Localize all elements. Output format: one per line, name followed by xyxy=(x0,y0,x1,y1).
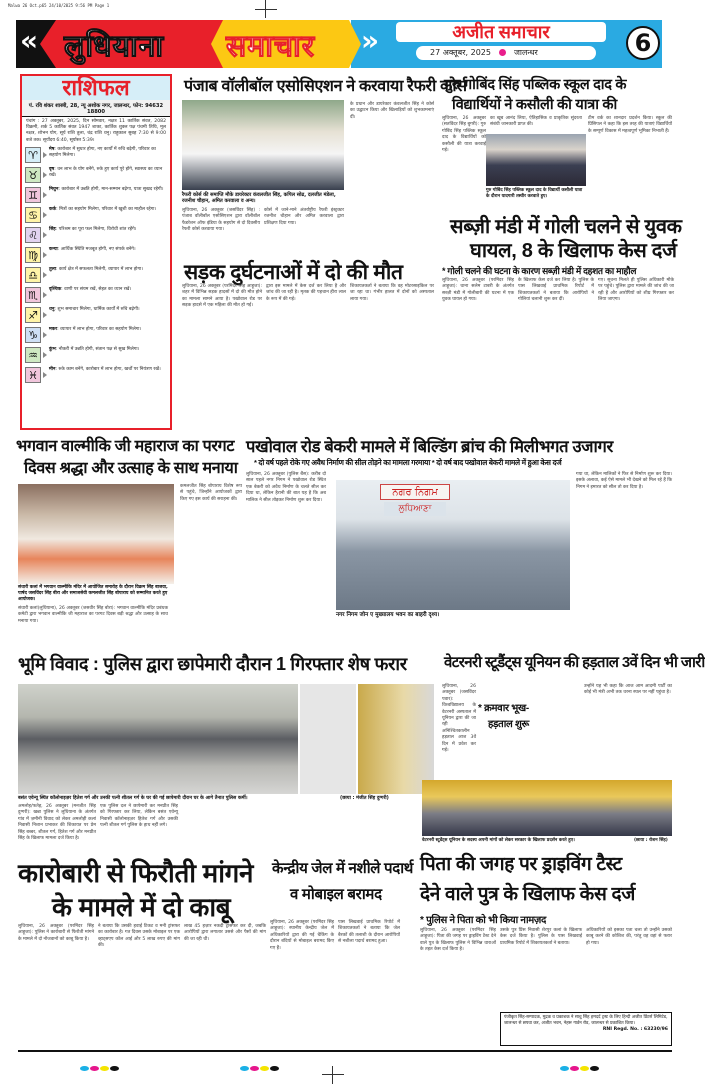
sign-name: वृश्चिक xyxy=(49,286,62,292)
fish-icon: ♓ xyxy=(25,367,41,383)
crop-mark xyxy=(265,0,266,18)
sign-prediction: मीन: रुके काम बनेंगे, कारोबार में लाभ होगा, खर्चों पर नियंत्रण रखें। xyxy=(49,366,161,372)
arrow-right-icon xyxy=(43,232,47,238)
zodiac-sign xyxy=(22,266,170,286)
crop-mark xyxy=(322,1074,344,1075)
sign-prediction: वृश्चिक: वाणी पर संयम रखें, सेहत का ध्यान रखें। xyxy=(49,286,132,292)
body-veterinary: लुधियाना, 26 अक्तूबर (जसविंदर पवार): विश्वविद्यालय के वेटरनरी अस्पताल में यूनियन द्वारा की जा रही अनिश्चितकालीन हड़ताल आज 3वें दिन में प्रवेश कर गई। xyxy=(442,684,476,754)
sign-text: कार्य क्षेत्र में सफलता मिलेगी, व्यापार में लाभ होगा। xyxy=(58,266,143,272)
headline-volleyball: पंजाब वॉलीबॉल एसोसिएशन ने करवाया रैफरी कोर्स xyxy=(184,78,467,95)
sign-prediction: कुंभ: नौकरी में उन्नति होगी, संतान पक्ष से सुख मिलेगा। xyxy=(49,346,140,352)
headline-school-trip: विद्यार्थियों ने कसौली की यात्रा की xyxy=(452,97,617,113)
headline-road-accidents: सड़क दुर्घटनाओं में दो की मौत xyxy=(184,261,403,284)
caption-veterinary: वेटरनरी स्टूडेंट्स यूनियन के सदस्य अपनी मांगों को लेकर सरकार के खिलाफ प्रदर्शन करते हुए। xyxy=(422,838,575,843)
pullquote: हड़ताल शुरू xyxy=(488,719,529,730)
arrow-right-icon xyxy=(43,192,47,198)
sign-prediction: तुला: कार्य क्षेत्र में सफलता मिलेगी, व्यापार में लाभ होगा। xyxy=(49,266,143,272)
date: 27 अक्तूबर, 2025 xyxy=(430,48,491,57)
body-veterinary: उन्होंने यह भी कहा कि आज आम आदमी पार्टी का कोई भी मंत्री अभी तक धरना स्थल पर नहीं पहुंचा है। xyxy=(584,684,672,696)
rni-number: RNI Regd. No. : 63230/96 xyxy=(602,1027,668,1033)
sign-prediction: मिथुन: कारोबार में उन्नति होगी, मान-सम्मान बढ़ेगा, यात्रा सुखद रहेगी। xyxy=(49,186,164,192)
photo-veterinary-protest xyxy=(422,780,672,836)
headline-driving-test: पिता की जगह पर ड्राइविंग टैस्ट xyxy=(420,854,622,875)
body-land-dispute: अमलोह/फतेह, 26 अक्तूबर (मनजीत सिंह दुग्गरी): खन्ना पुलिस ने लुधियाना के अंतर्गत गांव में ज़मीनी विवाद को लेकर अमलोही कलां निवासी निशान प्रभाकर की शिकायत पर प्रेम सिंह बब्बर, शीतल गर्ग, हितेश गर्ग और मनप्रीत सिंह के खिलाफ मामला दर्ज किया है। xyxy=(18,804,96,842)
zodiac-sign xyxy=(22,206,170,226)
arrow-right-icon xyxy=(43,272,47,278)
dot-icon xyxy=(499,49,506,56)
dateline xyxy=(416,46,596,60)
astrologer-line: पं. रवि शंकर शास्त्री, 28, न्यू अशोक नगर, जालन्धर, फोन: 94632 18800 xyxy=(22,100,170,117)
rashifal-box xyxy=(20,74,172,430)
sign-name: मीन xyxy=(49,366,56,372)
headline-veterinary: वेटरनरी स्टूडैंट्स यूनियन की हड़ताल 3वें दिन भी जारी xyxy=(444,654,705,671)
arrow-right-icon xyxy=(43,372,47,378)
caption-land-dispute: बसंत एवेन्यू स्थित कॉलोनाइज़र हितेश गर्ग और उनकी पत्नी शीतल गर्ग के घर की गई छापेमारी दौरान घर के आगे तैनात पुलिस कर्मी। xyxy=(18,796,248,801)
zodiac-sign xyxy=(22,286,170,306)
page-number: 6 xyxy=(626,26,660,60)
body-volleyball: कोर्स में जाने-माने अंतर्राष्ट्रीय रैफरी इंस्ट्रक्टर रजनीश चौहान और अमित करवाला द्वारा प्रशिक्षण दिया गया। xyxy=(264,208,344,226)
sign-list xyxy=(22,146,170,386)
body-school-trip: टीम वर्क का शानदार प्रदर्शन किया। स्कूल की प्रिंसिपल ने कहा कि इस तरह की यात्राएं विद्यार्थियों के सम्पूर्ण विकास में महत्वपूर्ण भूमिका निभाती हैं। xyxy=(588,116,672,134)
body-sabzi-mandi: गए। सूचना मिलते ही पुलिस अधिकारी मौके पर पहुंचे। पुलिस द्वारा मामले की जांच की जा रही है और आरोपियों को शीघ्र गिरफ्तार कर लिया जाएगा। xyxy=(598,278,674,303)
sign-text: रुके काम बनेंगे, कारोबार में लाभ होगा, खर्चों पर नियंत्रण रखें। xyxy=(58,366,161,372)
zodiac-sign xyxy=(22,366,170,386)
sign-text: नौकरी में उन्नति होगी, संतान पक्ष से सुख मिलेगा। xyxy=(58,346,140,352)
body-central-jail: पास लिखवाई प्राथमिक रिपोर्ट में शिकायतकर्ता ने बताया कि जेल बैरकों की तलाशी के दौरान आरोपियों से नशीला पदार्थ बरामद हुआ। xyxy=(338,920,400,945)
sign-prediction: मकर: व्यापार में लाभ होगा, परिवार का सहयोग मिलेगा। xyxy=(49,326,142,332)
sign-text: मित्रों का सहयोग मिलेगा, परिवार में खुशी का माहौल रहेगा। xyxy=(59,206,157,212)
sign-name: धनु xyxy=(49,306,55,312)
arrow-right-icon xyxy=(43,292,47,298)
city: जालन्धर xyxy=(513,48,538,57)
sign-prediction: कर्क: मित्रों का सहयोग मिलेगा, परिवार में खुशी का माहौल रहेगा। xyxy=(49,206,157,212)
headline-bakery: पखोवाल रोड बेकरी मामले में बिल्डिंग ब्रांच की मिलीभगत उजागर xyxy=(246,438,613,456)
sign-text: शुभ समाचार मिलेगा, धार्मिक कार्यों में रुचि बढ़ेगी। xyxy=(57,306,140,312)
sign-name: वृष xyxy=(49,166,55,172)
sign-text: कारोबार में उन्नति होगी, मान-सम्मान बढ़ेगा, यात्रा सुखद रहेगी। xyxy=(61,186,164,192)
body-sabzi-mandi: के खिलाफ केस दर्ज कर लिया है। पुलिस के पास लिखवाई प्राथमिक रिपोर्ट में शिकायतकर्ता ने बताया कि आरोपियों ने गोलियां चलानी शुरू कर दीं। xyxy=(518,278,594,303)
sign-text: धन लाभ के योग बनेंगे, रुके हुए कार्य पूरे होंगे, स्वास्थ्य का ध्यान रखें। xyxy=(49,166,163,179)
body-school-trip: का खूब आनंद लिया, ऐतिहासिक व प्राकृतिक सुंदरता संबंधी जानकारी प्राप्त की। xyxy=(490,116,582,128)
arrow-right-icon xyxy=(43,252,47,258)
body-extortion: ने बताया कि उसकी हवाई टिकट व मनी ट्रांसफर का कारोबार है। गत दिवस उसके मोबाइल पर एक व्हाट्सएप कॉल आई और 5 लाख रुपए की मांग की। xyxy=(98,924,180,949)
pullquote: * क्रमवार भूख- xyxy=(478,703,529,714)
headline-valmiki: दिवस श्रद्धा और उत्साह के साथ मनाया xyxy=(24,460,238,477)
zodiac-sign xyxy=(22,246,170,266)
arrow-right-icon xyxy=(43,312,47,318)
body-central-jail: लुधियाना, 26 अक्तूबर (परमिंदर सिंह आहूजा): स्थानीय केन्द्रीय जेल में अधिकारियों द्वारा की गई चैकिंग के दौरान बंदियों से मोबाइल बरामद किए गए हैं। xyxy=(270,920,334,951)
body-land-dispute: एक पुलिस दल ने छापेमारी कर मनप्रीत सिंह को गिरफ्तार कर लिया, लेकिन बसंत एवेन्यू निवासी कॉलोनाइज़र हितेश गर्ग और उसकी पत्नी शीतल गर्ग पुलिस के हाथ नहीं लगे। xyxy=(100,804,178,829)
color-registration-bar xyxy=(80,1056,130,1061)
caption-school-trip: गुरु गोबिंद सिंह पब्लिक स्कूल दाद के विद्यार्थी कसौली यात्रा के दौरान यादगारी तस्वीर करवाते हुए। xyxy=(486,188,583,199)
body-road-accidents: शिकायतकर्ता ने बताया कि वह मोटरसाइकिल पर जा रहा था। गंभीर हालत में दोनों को अस्पताल लाया गया। xyxy=(350,284,434,302)
color-registration-bar xyxy=(560,1056,610,1061)
building-sign: ਲੁਧਿਆਣਾ xyxy=(384,502,446,516)
headline-extortion: कारोबारी से फिरौती मांगने xyxy=(18,858,254,888)
subhead-bakery: * दो वर्ष पहले रोके गए अवैध निर्माण की सील तोड़ने का मामला गरमाया * दो वर्ष बाद पखोवाल बेकरी मामले में हुआ केस दर्ज xyxy=(254,458,562,467)
sign-text: आर्थिक स्थिति मजबूत होगी, नए संपर्क बनेंगे। xyxy=(60,246,136,252)
body-driving-test: उसके पुत्र प्रिंस निवासी शेरपुर कलां के खिलाफ केस दर्ज किया है। पुलिस के पास लिखवाई प्राथमिक रिपोर्ट में शिकायतकर्ता ने बताया। xyxy=(500,928,582,946)
arrow-right-icon xyxy=(43,152,47,158)
arrow-right-icon xyxy=(43,172,47,178)
lion-icon: ♌ xyxy=(25,227,41,243)
sign-prediction: कन्या: आर्थिक स्थिति मजबूत होगी, नए संपर्क बनेंगे। xyxy=(49,246,136,252)
headline-extortion: के मामले में दो काबू xyxy=(52,892,231,922)
zodiac-sign xyxy=(22,226,170,246)
double-chevron-right-icon: » xyxy=(361,24,380,57)
headline-sabzi-mandi: घायल, 8 के खिलाफ केस दर्ज xyxy=(470,240,677,262)
section-title: लुधियाना xyxy=(64,30,165,63)
body-valmiki: संधारी कलां(लुधियाना), 26 अक्तूबर (जसवीर सिंह बोरा): भगवान वाल्मीकि मंदिर प्रबंधक कमेटी द्वारा भगवान वाल्मीकि जी महाराज का परगट दिवस बड़ी श्रद्धा और उत्साह के साथ मनाया गया। xyxy=(18,606,168,624)
sign-name: मेष xyxy=(49,146,55,152)
twins-icon: ♊ xyxy=(25,187,41,203)
subhead-driving-test: * पुलिस ने पिता को भी किया नामज़द xyxy=(420,915,547,926)
photo-gate-2 xyxy=(358,684,434,794)
photo-credit: (छाया : मंजीत सिंह दुग्गरी) xyxy=(340,796,389,801)
headline-school-trip: गुरु गोबिंद सिंह पब्लिक स्कूल दाद के xyxy=(444,77,627,93)
caption-volleyball: रैफरी कोर्स की समाप्ति मौके डायरेक्टर कंवलजीत सिंह, कपिल सोढ, दलजीत मंडेला, रजनीश चौहान, अमित करवाला व अन्य। xyxy=(182,192,336,205)
zodiac-sign xyxy=(22,306,170,326)
building-sign: ਨਗਰ ਨਿਗਮ xyxy=(380,484,450,500)
headline-land-dispute: भूमि विवाद : पुलिस द्वारा छापेमारी दौरान 1 गिरफ्तार शेष फरार xyxy=(18,654,407,674)
sign-text: वाणी पर संयम रखें, सेहत का ध्यान रखें। xyxy=(64,286,132,292)
body-bakery: गया था, लेकिन मालिकों ने फिर से निर्माण शुरू कर दिया। इसके अलावा, कई ऐसे मामले भी देखने को मिल रहे हैं कि निगम ने इमारत को सील तो कर दिया है। xyxy=(576,472,672,490)
body-driving-test: लुधियाना, 26 अक्तूबर (परमिंदर सिंह आहूजा): पिता की जगह पर ड्राइविंग टैस्ट देने वाले पुत्र के खिलाफ पुलिस ने विभिन्न धाराओं के तहत केस दर्ज किया है। xyxy=(420,928,496,953)
headline-valmiki: भगवान वाल्मीकि जी महाराज का परगट xyxy=(16,438,235,455)
sign-text: कारोबार में सुधार होगा, नए कार्यों में रुचि बढ़ेगी, परिवार का सहयोग मिलेगा। xyxy=(49,146,156,159)
color-registration-bar xyxy=(240,1056,290,1061)
virgo-icon: ♍ xyxy=(25,247,41,263)
sign-name: कुंभ xyxy=(49,346,56,352)
scorpion-icon: ♏ xyxy=(25,287,41,303)
sign-name: सिंह xyxy=(49,226,56,232)
sign-text: व्यापार में लाभ होगा, परिवार का सहयोग मिलेगा। xyxy=(60,326,142,332)
imprint-box xyxy=(500,1012,672,1046)
body-volleyball: लुधियाना, 26 अक्तूबर (जसविंदर सिंह) : पंजाब वॉलीबॉल एसोसिएशन द्वारा वॉलीबॉल फैडरेशन ऑफ इंडिया के सहयोग से दो दिवसीय रैफरी कोर्स करवाया गया। xyxy=(182,208,260,233)
body-school-trip: लुधियाना, 26 अक्तूबर (सतविंदर सिंह बुगरी): गुरु गोबिंद सिंह पब्लिक स्कूल दाद के विद्यार्थियों को कसौली की यात्रा करवाई गई। xyxy=(442,116,486,154)
arrow-right-icon xyxy=(43,352,47,358)
caption-valmiki: संधारी कलां में भगवान वाल्मीकि मंदिर में आयोजित समारोह के दौरान विक्रम सिंह बाजवा, पार्षद जसविंदर सिंह बीरा और समाजसेवी कमलजीत सिंह बोपाराय को सम्मानित करते हुए आयोजक। xyxy=(18,585,168,602)
body-driving-test: अधिकारियों को इसका पता चला तो उन्होंने उसको काबू करने की कोशिश की, परंतु वह वहां से फरार हो गया। xyxy=(586,928,672,946)
waterbearer-icon: ♒ xyxy=(25,347,41,363)
double-chevron-left-icon: « xyxy=(20,24,39,57)
zodiac-sign xyxy=(22,186,170,206)
rashifal-title: राशिफल xyxy=(22,76,170,100)
section-title-2: समाचार xyxy=(226,30,316,63)
archer-icon: ♐ xyxy=(25,307,41,323)
body-bakery: लुधियाना, 26 अक्तूबर (पुलिस बैंस): करीब दो साल पहले नगर निगम ने पखोवाल रोड स्थित एक बेकरी को अवैध निर्माण के चलते सील कर दिया था, लेकिन हैरानी की बात यह है कि अब मालिक ने सील तोड़कर निर्माण शुरू कर दिया। xyxy=(246,472,326,503)
zodiac-sign xyxy=(22,166,170,186)
photo-school-trip xyxy=(486,134,586,186)
print-slug: Malwa 26 Oct.p65 24/10/2025 9:56 PM Page 1 xyxy=(8,3,110,8)
sign-name: कन्या xyxy=(49,246,58,252)
photo-valmiki-event xyxy=(18,484,174,584)
bull-icon: ♉ xyxy=(25,167,41,183)
arrow-right-icon xyxy=(43,332,47,338)
headline-sabzi-mandi: सब्ज़ी मंडी में गोली चलने से युवक xyxy=(450,216,682,238)
crop-mark xyxy=(332,1066,333,1084)
body-extortion: लाख 45 हज़ार नकदी ट्रांसफर कर दी, जबकि आरोपियों द्वारा लगातार उससे और पैसों की मांग की जा रही थी। xyxy=(184,924,266,942)
photo-volleyball-group xyxy=(182,100,344,190)
panchang: पंचांग : 27 अक्तूबर, 2025, दिन सोमवार, नक्षत्र 11 कार्तिक संवत, 2082 विक्रमी, शर्क 5 कार्तिक संवत 1947 शाका, कार्तिक शुक्ल पक्ष पंचमी तिथि, मूल नक्षत्र, शोभन योग, सूर्य राशि तुला, चंद्र राशि धनु। राहुकाल सुबह 7:30 से 9:00 बजे तक। सूर्योदय 6:40, सूर्यास्त 5:39। xyxy=(26,119,166,143)
sign-prediction: मेष: कारोबार में सुधार होगा, नए कार्यों में रुचि बढ़ेगी, परिवार का सहयोग मिलेगा। xyxy=(49,146,156,159)
zodiac-sign xyxy=(22,346,170,366)
sign-name: मकर xyxy=(49,326,58,332)
headline-central-jail: व मोबाइल बरामद xyxy=(290,886,382,903)
subhead-sabzi-mandi: * गोली चलने की घटना के कारण सब्ज़ी मंडी में दहशत का माहौल xyxy=(442,266,637,276)
photo-gate xyxy=(300,684,356,794)
body-valmiki: कमलजीत सिंह बोपाराय विशेष रूप से पहुंचे, जिन्होंने आयोजकों द्वारा किए गए इस कार्य की सराहना की। xyxy=(180,484,242,502)
sign-name: तुला xyxy=(49,266,56,272)
photo-nagar-nigam-building xyxy=(336,480,570,610)
masthead xyxy=(16,20,662,68)
body-road-accidents: लुधियाना, 26 अक्तूबर (परमिंदर सिंह आहूजा): शहर में विभिन्न सड़क हादसों में दो की मौत होने का मामला सामने आया है। पखोवाल रोड पर सड़क हादसे में एक महिला की मौत हो गई। xyxy=(182,284,262,309)
imprint-text: पंजीकृत सिंह-सम्पादक, मुद्रक व प्रकाशक ने साधु सिंह हमदर्द ट्रस्ट के लिए हिन्दी अजीत प्रिंटर्स लिमिटेड, जालन्धर से छपवा कर, अजीत भवन, नेहरू गार्डन रोड, जालन्धर से प्रकाशित किया। xyxy=(504,1015,668,1027)
body-road-accidents: द्वारा इस मामले में केस दर्ज कर लिया है और जांच की जा रही है। मृतक की पहचान हीरा लाल के रूप में की गई। xyxy=(266,284,346,302)
arrow-right-icon xyxy=(43,212,47,218)
ram-icon: ♈ xyxy=(25,147,41,163)
sign-name: मिथुन xyxy=(49,186,59,192)
scales-icon: ♎ xyxy=(25,267,41,283)
headline-driving-test: देने वाले पुत्र के खिलाफ केस दर्ज xyxy=(420,884,636,905)
sign-prediction: सिंह: परिश्रम का पूरा फल मिलेगा, विरोधी शांत रहेंगे। xyxy=(49,226,137,232)
sign-prediction: धनु: शुभ समाचार मिलेगा, धार्मिक कार्यों में रुचि बढ़ेगी। xyxy=(49,306,140,312)
crab-icon: ♋ xyxy=(25,207,41,223)
body-sabzi-mandi: लुधियाना, 26 अक्तूबर (परमिंदर सिंह आहूजा): थाना सलेम टाबरी के अंतर्गत सब्ज़ी मंडी में गोलीबारी की घटना में एक युवक घायल हो गया। xyxy=(442,278,514,303)
sign-prediction: वृष: धन लाभ के योग बनेंगे, रुके हुए कार्य पूरे होंगे, स्वास्थ्य का ध्यान रखें। xyxy=(49,166,163,179)
body-extortion: लुधियाना, 26 अक्तूबर (परमिंदर सिंह आहूजा): पुलिस ने कारोबारी से फिरौती मांगने के मामले में दो नौजवानों को काबू किया है। xyxy=(18,924,94,942)
body-volleyball: के प्रधान और डायरेक्टर कंवलजीत सिंह ने कोर्स का उद्घाटन किया और खिलाड़ियों को शुभकामनाएं दीं। xyxy=(350,102,434,120)
sign-text: परिश्रम का पूरा फल मिलेगा, विरोधी शांत रहेंगे। xyxy=(58,226,137,232)
sign-name: कर्क xyxy=(49,206,57,212)
photo-credit: (छाया : रोशन सिंह) xyxy=(634,838,668,843)
caption-bakery: नगर निगम जोन ए मुख्यालय भवन का बाहरी दृश्य। xyxy=(336,612,440,618)
goat-icon: ♑ xyxy=(25,327,41,343)
crop-mark xyxy=(255,9,277,10)
brand-name: अजीत समाचार xyxy=(396,22,606,42)
zodiac-sign xyxy=(22,326,170,346)
bottom-rule xyxy=(18,1050,672,1052)
headline-central-jail: केन्द्रीय जेल में नशीले पदार्थ xyxy=(272,860,414,877)
photo-raid xyxy=(18,684,298,794)
zodiac-sign xyxy=(22,146,170,166)
